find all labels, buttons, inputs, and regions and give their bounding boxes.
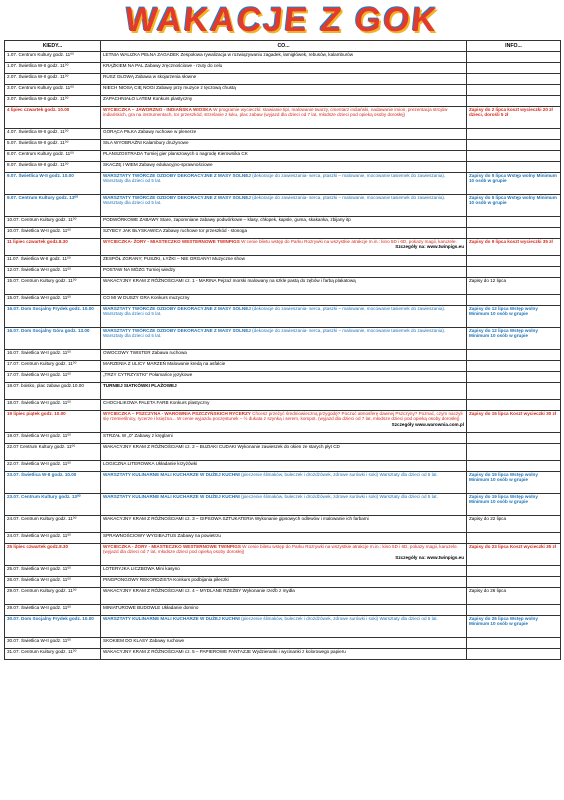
event-description	[101, 328, 467, 350]
table-row	[5, 129, 561, 140]
event-when: 10.07. Centrum Kultury godz. 11⁰⁰	[5, 217, 101, 228]
event-details: (pieczenie ślimaków, bułeczek i drożdżówek, zdrowe surówki i soki) Warsztaty dla dzieci od 5 lat.	[239, 472, 438, 477]
event-when: 17.07. Świetlica W-II godz. 11⁰⁰	[5, 372, 101, 383]
event-info	[467, 461, 561, 472]
table-row	[5, 162, 561, 173]
event-details: SZYBCY JAK BŁYSKAWICA Zabawy ruchowe tor przeszkód - stonoga	[103, 228, 247, 233]
event-info	[467, 96, 561, 107]
table-row	[5, 516, 561, 533]
event-details: MINIATUROWE BUDOWLE Układanie domino	[103, 605, 199, 610]
event-when: 4.07. Świetlica W-II godz. 11⁰⁰	[5, 129, 101, 140]
event-details: MARZENIA Z ULICY MARZEŃ Malowanie kredą na asfalcie	[103, 361, 226, 366]
event-description	[101, 577, 467, 588]
event-description	[101, 278, 467, 295]
event-info: Zapisy do 5 lipca Wstęp wolny Minimum 10 osób w grupie	[467, 173, 561, 195]
event-description	[101, 52, 467, 63]
event-when: 4 lipiec czwartek godz. 10.00	[5, 107, 101, 129]
event-when: 22.07. Świetlica W-II godz. 11⁰⁰	[5, 461, 101, 472]
column-header-info: INFO...	[467, 41, 561, 52]
event-when: 24.07. Świetlica W-II godz. 11⁰⁰	[5, 533, 101, 544]
event-when: 16.07. Dom Socjalny Frydek godz. 10.00	[5, 306, 101, 328]
table-row	[5, 239, 561, 256]
table-row	[5, 433, 561, 444]
event-info: Zapisy do 12 lipca	[467, 278, 561, 295]
event-info: Zapisy do 5 lipca Wstęp wolny Minimum 10 osób w grupie	[467, 195, 561, 217]
event-details: LOGICZNA LITEROWKA Układanie krzyżówki	[103, 461, 198, 466]
event-details: RUSZ GŁOWĄ Zabawa w skojarzenia słowne	[103, 74, 197, 79]
event-title: WARSZTATY KULINARNE MALI KUCHARZE W DUŻEJ KUCHNI	[103, 472, 240, 477]
event-title: WYCIECZKA – PSZCZYNA - WAROWNIA PSZCZYŃSKICH RYCERZY	[103, 411, 251, 416]
event-details: WAKACYJNY KRAM Z RÓŻNOŚCIAMI cz. 1 - MARINA Pejzaż morski malowany na szkle pastą do zębów i farbą plakatową	[103, 278, 356, 283]
event-details: KRĄŻKIEM NA PAL Zabawy zręcznościowe - rzuty do celu	[103, 63, 223, 68]
event-when: 2.07. Świetlica W-II godz. 11⁰⁰	[5, 74, 101, 85]
event-details: WAKACYJNY KRAM Z RÓŻNOŚCIAMI cz. 3 – GIPSOWA SZTUKATERIA Wykonanie gipsowych odlewów i malowanie ich farbami	[103, 516, 369, 521]
event-info	[467, 228, 561, 239]
event-when: 5.07. Świetlica W-II godz. 11⁰⁰	[5, 140, 101, 151]
event-description	[101, 173, 467, 195]
table-row	[5, 85, 561, 96]
event-note: Szczegóły na: www.twinpigs.eu	[395, 244, 464, 250]
event-details: SIŁA WYOBRAŹNI Kalambury drużynowe	[103, 140, 189, 145]
event-description	[101, 361, 467, 372]
event-description	[101, 151, 467, 162]
event-when: 15.07. Świetlica W-II godz. 11⁰⁰	[5, 295, 101, 306]
event-details: GORĄCA PIŁKA Zabawy ruchowe w plenerze	[103, 129, 197, 134]
event-description	[101, 533, 467, 544]
event-when: 12.07. Świetlica W-II godz. 11⁰⁰	[5, 267, 101, 278]
table-row	[5, 361, 561, 372]
event-details: (pieczenie ślimaków, bułeczek i drożdżówek, zdrowe surówki i soki) Warsztaty dla dzieci od 5 lat.	[239, 494, 438, 499]
event-when: 30.07. Świetlica W-II godz. 11⁰⁰	[5, 638, 101, 649]
event-details: W cenie biletu wstęp do Parku Rozrywki na wszystkie atrakcje m.in.: kino 5D i 6D, pokazy magii, karuzele.	[239, 239, 457, 244]
event-description	[101, 350, 467, 361]
event-when: 29.07. Świetlica W-II godz. 11⁰⁰	[5, 605, 101, 616]
event-when: 19.07. Świetlica W-II godz. 11⁰⁰	[5, 433, 101, 444]
page-title: WAKACJE Z GOK	[123, 0, 441, 39]
table-row	[5, 494, 561, 516]
event-info: Zapisy do 22 lipca	[467, 516, 561, 533]
event-title: WARSZTATY TWÓRCZE OZDOBY DEKORACYJNE Z MASY SOLNEJ	[103, 173, 251, 178]
event-details: PLANSZOSTRADA Turniej gier planszowych o nagrodę Kierownika CK	[103, 151, 248, 156]
event-details: (pieczenie ślimaków, bułeczek i drożdżówek, zdrowe surówki i soki) Warsztaty dla dzieci od 5 lat.	[239, 616, 438, 621]
table-row	[5, 74, 561, 85]
event-details: „TRZY CYTRZYSTKI” Połamańce językowe	[103, 372, 193, 377]
event-description	[101, 217, 467, 228]
event-description	[101, 411, 467, 433]
event-note: Szczegóły na: www.twinpigs.eu	[395, 554, 464, 560]
event-description	[101, 228, 467, 239]
event-details: SKOKIEM DO KLASY Zabawy ruchowe	[103, 638, 185, 643]
event-description	[101, 616, 467, 638]
event-title: WARSZTATY TWÓRCZE OZDOBY DEKORACYJNE Z MASY SOLNEJ	[103, 306, 251, 311]
event-title: WARSZTATY KULINARNE MALI KUCHARZE W DUŻEJ KUCHNI	[103, 616, 240, 621]
event-info	[467, 162, 561, 173]
event-info: Zapisy do 12 lipca Wstęp wolny Minimum 10 osób w grupie	[467, 306, 561, 328]
event-info	[467, 295, 561, 306]
table-row	[5, 472, 561, 494]
header	[0, 0, 564, 40]
event-title: WARSZTATY KULINARNE MALI KUCHARZE W DUŻEJ KUCHNI	[103, 494, 240, 499]
column-header-when: KIEDY...	[5, 41, 101, 52]
table-row	[5, 605, 561, 616]
event-details: LETNIA WALIZKA PEŁNA ZAGADEK Zespołowa rywalizacja w rozwiązywaniu zagadek, łamigłówek, rebusów, kalamburów	[103, 52, 354, 57]
event-info	[467, 433, 561, 444]
event-info	[467, 151, 561, 162]
event-when: 10.07. Świetlica W-II godz. 11⁰⁰	[5, 228, 101, 239]
event-details: (dekoracje do zawieszania- serca, ptaszki – malowanie, mocowanie tasiemek do zawieszania). Warsztaty dla dzieci od 5 lat.	[103, 328, 446, 339]
event-info: Zapisy do 15 lipca Koszt wycieczki 30 zł	[467, 411, 561, 433]
event-info	[467, 361, 561, 372]
event-when: 1.07. Świetlica W-II godz. 11⁰⁰	[5, 63, 101, 74]
table-row	[5, 383, 561, 400]
event-when: 30.07. Dom Socjalny Frydek godz. 10.00	[5, 616, 101, 638]
event-info	[467, 256, 561, 267]
table-row	[5, 217, 561, 228]
event-details: (dekoracje do zawieszania- serca, ptaszki – malowanie, mocowanie tasiemek do zawieszania). Warsztaty dla dzieci od 5 lat.	[103, 306, 446, 317]
event-description	[101, 588, 467, 605]
event-info: Zapisy do 19 lipca Wstęp wolny Minimum 10 osób w grupie	[467, 472, 561, 494]
event-details: CO MI W DUSZY GRA Konkurs muzyczny	[103, 295, 190, 300]
event-description	[101, 494, 467, 516]
event-details: (dekoracje do zawieszania- serca, ptaszki – malowanie, mocowanie tasiemek do zawieszania). Warsztaty dla dzieci od 5 lat.	[103, 195, 446, 206]
event-description	[101, 544, 467, 566]
schedule-body	[5, 52, 561, 660]
event-details: NIECH NIOSĄ CIĘ NOGI Zabawy przy muzyce z tęczową chustą	[103, 85, 236, 90]
schedule-table	[4, 40, 561, 660]
event-info	[467, 350, 561, 361]
event-description	[101, 605, 467, 616]
event-description	[101, 461, 467, 472]
table-row	[5, 372, 561, 383]
table-row	[5, 173, 561, 195]
event-when: 19 lipiec piątek godz. 10.00	[5, 411, 101, 433]
event-info	[467, 74, 561, 85]
table-row	[5, 228, 561, 239]
event-details: WAKACYJNY KRAM Z RÓŻNOŚCIAMI cz. 4 – MYDLANE RZEŹBY Wykonanie rzeźb z mydła	[103, 588, 295, 593]
table-row	[5, 638, 561, 649]
event-info	[467, 140, 561, 151]
event-info: Zapisy do 26 lipca	[467, 588, 561, 605]
table-row	[5, 616, 561, 638]
event-title: WYCIECZKA – JAWORZNO - INDIAŃSKA WIOSKA	[103, 107, 212, 112]
event-info	[467, 383, 561, 400]
event-when: 25.07. Świetlica W-II godz. 11⁰⁰	[5, 566, 101, 577]
event-description	[101, 74, 467, 85]
table-row	[5, 267, 561, 278]
event-info	[467, 372, 561, 383]
event-description	[101, 162, 467, 173]
table-row	[5, 328, 561, 350]
table-row	[5, 566, 561, 577]
table-row	[5, 256, 561, 267]
event-description	[101, 566, 467, 577]
event-title: WARSZTATY TWÓRCZE OZDOBY DEKORACYJNE Z MASY SOLNEJ	[103, 328, 251, 333]
table-row	[5, 400, 561, 411]
table-row	[5, 306, 561, 328]
event-when: 3.07. Centrum Kultury godz. 11⁰⁰	[5, 85, 101, 96]
table-row	[5, 350, 561, 361]
event-info	[467, 63, 561, 74]
event-description	[101, 140, 467, 151]
event-details: SPRAWNOŚCIOWY WYGIBAJTUS Zabawy na powietrzu	[103, 533, 221, 538]
event-description	[101, 372, 467, 383]
event-when: 9.07. Centrum Kultury godz. 13⁰⁰	[5, 195, 101, 217]
event-details: PINGPONGOWY REKORDZISTA Konkurs podbijania piłeczki	[103, 577, 229, 582]
event-when: 9.07. Świetlica W-II godz. 10.00	[5, 173, 101, 195]
event-info	[467, 400, 561, 411]
table-row	[5, 533, 561, 544]
event-when: 22.07 Centrum Kultury godz. 11⁰⁰	[5, 444, 101, 461]
event-info	[467, 638, 561, 649]
event-when: 18.07. boisko, plac zabaw godz.10.00	[5, 383, 101, 400]
event-description	[101, 295, 467, 306]
event-details: Chcesz przeżyć średniowieczną przygodę? Poczuć atmosferę dawnej Pszczyny? Poznać, czym naczyli się rzemieślnicy, rycerze i księżna... W cenie wyjazdu poczęstunek – ½ dukata z szynką i serem, kompot. (wyjazd dla dzieci od 7 lat, młodsze dzieci pod opieką osoby dorosłej)	[103, 411, 463, 422]
event-description	[101, 383, 467, 400]
event-info: Zapisy do 23 lipca Koszt wycieczki 35 zł	[467, 544, 561, 566]
table-row	[5, 444, 561, 461]
event-when: 31.07. Centrum Kultury godz. 11⁰⁰	[5, 649, 101, 660]
event-description	[101, 267, 467, 278]
event-title: WYCIECZKA - ŻORY - MIASTECZKO WESTERNOWE TWINPIGS	[103, 544, 241, 549]
event-info: Zapisy do 26 lipca Wstęp wolny Minimum 10 osób w grupie	[467, 616, 561, 638]
event-title: WARSZTATY TWÓRCZE OZDOBY DEKORACYJNE Z MASY SOLNEJ	[103, 195, 251, 200]
event-description	[101, 433, 467, 444]
event-info: Zapisy do 2 lipca koszt wycieczki 20 zł dzieci, dorośli 5 zł	[467, 107, 561, 129]
event-when: 24.07. Centrum Kultury godz. 11⁰⁰	[5, 516, 101, 533]
event-info	[467, 85, 561, 96]
event-note: Szczegóły www.warownia.com.pl	[391, 421, 464, 427]
event-info	[467, 533, 561, 544]
event-details: ZESPÓŁ ZGRANY; PUSZKI, ŁYŻKI – NIE ORGANY! Muzyczne show	[103, 256, 245, 261]
event-description	[101, 472, 467, 494]
event-description	[101, 516, 467, 533]
event-description	[101, 306, 467, 328]
event-details: PODWÓRKOWE ZABAWY Stare, zapomniane zabawy podwórkowe – klasy, chłopek, kapsle, guma, skakanka, zbijany itp	[103, 217, 351, 222]
event-description	[101, 63, 467, 74]
event-when: 23.07. Centrum Kultury godz. 13⁰⁰	[5, 494, 101, 516]
event-info	[467, 605, 561, 616]
event-details: OWOCOWY TWISTER Zabawa ruchowa	[103, 350, 187, 355]
table-row	[5, 577, 561, 588]
event-description	[101, 638, 467, 649]
event-title: WYCIECZKA- ŻORY - MIASTECZKO WESTERNOWE TWINPIGS	[103, 239, 240, 244]
event-details: W programie wycieczki: stawianie tipi, malowanie twarzy, cmentarz indiański, nadawanie imion, prezentacja strojów indiańskich, gra na instrumentach, tor przeszkód, strzelanie z łuku, plac zabaw (wyjazd dla dzieci od 7 lat, młodsze dzieci pod opieką osoby dorosłej)	[103, 107, 448, 118]
event-details: POSTAW NA MÓZG Turniej wiedzy	[103, 267, 176, 272]
event-details: ZAPACHNIAŁO LATEM Konkurs plastyczny	[103, 96, 193, 101]
table-row	[5, 107, 561, 129]
event-when: 16.07. Dom Socjalny Góra godz. 13.00	[5, 328, 101, 350]
event-when: 11.07. Świetlica W-II godz. 11⁰⁰	[5, 256, 101, 267]
table-row	[5, 52, 561, 63]
event-info: Zapisy do 9 lipca koszt wycieczki 35 zł	[467, 239, 561, 256]
event-info	[467, 129, 561, 140]
event-details: (dekoracje do zawieszania- serca, ptaszki – malowanie, mocowanie tasiemek do zawieszania). Warsztaty dla dzieci od 5 lat.	[103, 173, 446, 184]
event-when: 16.07. Świetlica W-II godz. 11⁰⁰	[5, 350, 101, 361]
event-details: TURNIEJ SIATKÓWKI PLAŻOWEJ	[103, 383, 177, 388]
table-row	[5, 544, 561, 566]
event-info: Zapisy do 19 lipca Wstęp wolny Minimum 10 osób w grupie	[467, 494, 561, 516]
event-when: 18.07. Świetlica W-II godz. 11⁰⁰	[5, 400, 101, 411]
table-row	[5, 649, 561, 660]
event-when: 26.07. Świetlica W-II godz. 11⁰⁰	[5, 577, 101, 588]
table-row	[5, 151, 561, 162]
table-header-row	[5, 41, 561, 52]
event-details: W cenie biletu wstęp do Parku Rozrywki na wszystkie atrakcje m.in.: kino 5D i 6D, pokazy magii, karuzele. (wyjazd dla dzieci od 7 lat, młodsze dzieci pod opieką osoby dorosłej)	[103, 544, 458, 555]
event-details: STRZAŁ W „0” Zabawy z kręglami	[103, 433, 173, 438]
table-row	[5, 411, 561, 433]
event-info: Zapisy do 12 lipca Wstęp wolny Minimum 10 osób w grupie	[467, 328, 561, 350]
event-details: CHOCHLIKOWA PALETA FARB Konkurs plastyczny	[103, 400, 210, 405]
event-description	[101, 239, 467, 256]
event-when: 3.07. Świetlica W-II godz. 11⁰⁰	[5, 96, 101, 107]
event-description	[101, 85, 467, 96]
event-description	[101, 129, 467, 140]
event-info	[467, 577, 561, 588]
event-details: WAKACYJNY KRAM Z RÓŻNOŚCIAMI cz. 5 – PAPIEROWE FANTAZJE Wydzieranki i wycinanki z kolorowego papieru	[103, 649, 346, 654]
table-row	[5, 96, 561, 107]
event-details: WAKACYJNY KRAM Z RÓŻNOŚCIAMI cz. 2 – BUZIAKI CUDAKI Wykonanie zawieszek do okien ze starych płyt CD	[103, 444, 340, 449]
event-info	[467, 267, 561, 278]
event-when: 1.07. Centrum Kultury godz. 11⁰⁰	[5, 52, 101, 63]
event-when: 23.07. Świetlica W-II godz. 10.00	[5, 472, 101, 494]
event-details: LOTERYJKA LICZBOWA Mini kasyno	[103, 566, 180, 571]
event-description	[101, 107, 467, 129]
event-info	[467, 52, 561, 63]
table-row	[5, 588, 561, 605]
event-description	[101, 256, 467, 267]
table-row	[5, 278, 561, 295]
event-when: 8.07. Centrum Kultury godz. 11⁰⁰	[5, 151, 101, 162]
event-description	[101, 96, 467, 107]
table-row	[5, 461, 561, 472]
event-when: 29.07. Centrum Kultury godz. 11⁰⁰	[5, 588, 101, 605]
event-description	[101, 649, 467, 660]
event-description	[101, 444, 467, 461]
event-when: 15.07. Centrum Kultury godz. 11⁰⁰	[5, 278, 101, 295]
event-info	[467, 444, 561, 461]
table-row	[5, 63, 561, 74]
event-details: SKACZĘ I WIEM Zabawy edukacyjno-sprawnościowe	[103, 162, 213, 167]
table-row	[5, 295, 561, 306]
event-description	[101, 195, 467, 217]
event-description	[101, 400, 467, 411]
event-when: 17.07. Centrum Kultury godz. 11⁰⁰	[5, 361, 101, 372]
event-info	[467, 649, 561, 660]
event-when: 25 lipiec czwartek godz.8.30	[5, 544, 101, 566]
event-info	[467, 217, 561, 228]
table-row	[5, 140, 561, 151]
table-row	[5, 195, 561, 217]
column-header-what: CO...	[101, 41, 467, 52]
event-info	[467, 566, 561, 577]
event-when: 11 lipiec czwartek godz.8.30	[5, 239, 101, 256]
event-when: 8.07. Świetlica W-II godz. 11⁰⁰	[5, 162, 101, 173]
